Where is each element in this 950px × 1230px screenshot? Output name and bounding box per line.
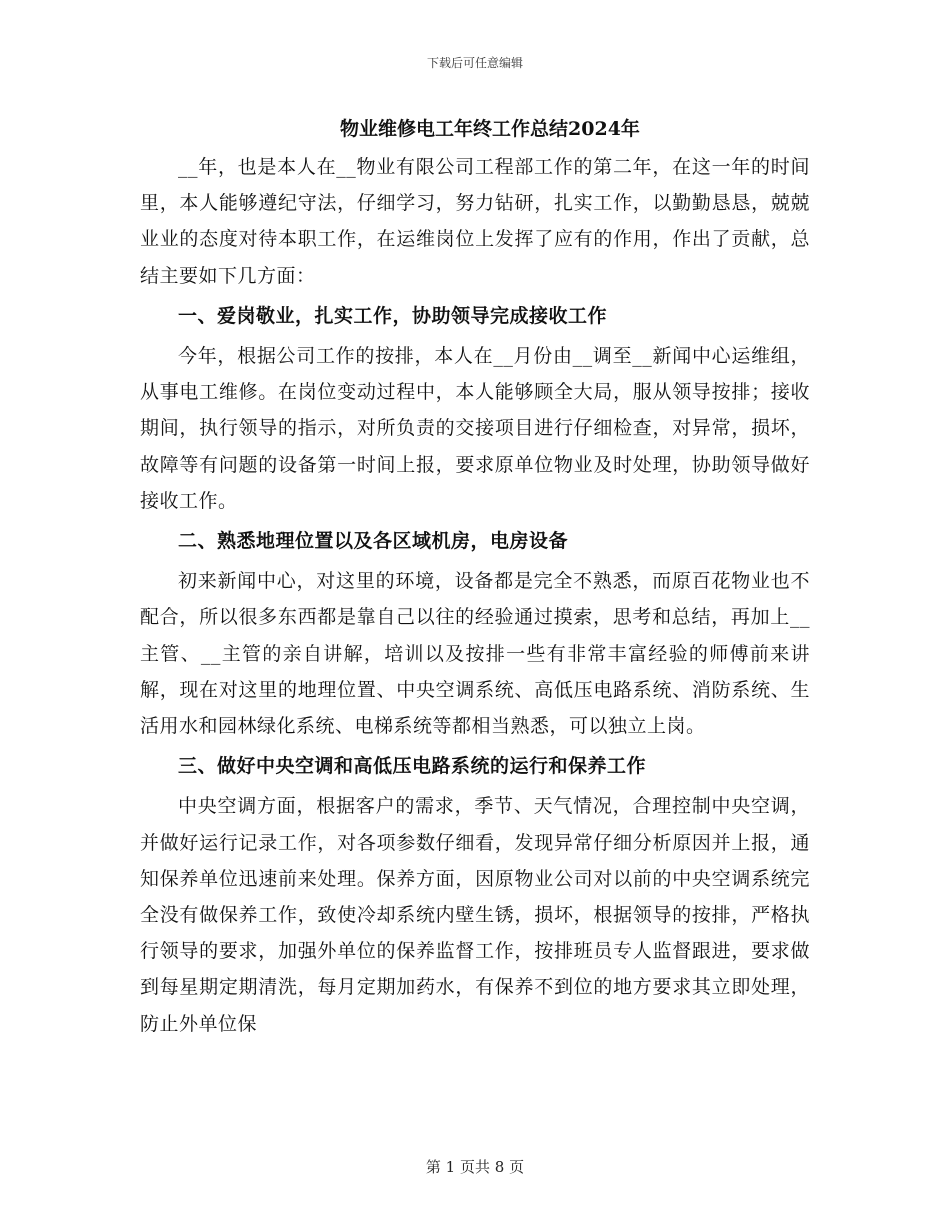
document-body — [140, 113, 810, 1042]
document-title: 物业维修电工年终工作总结2024年 — [340, 118, 640, 140]
section-2-body: 初来新闻中心，对这里的环境，设备都是完全不熟悉，而原百花物业也不配合，所以很多东西都是靠自己以往的经验通过摸索，思考和总结，再加上__主管、__主管的亲自讲解，培训以及按排一些有非常丰富经验的师傅前来讲解，现在对这里的地理位置、中央空调系统、高低压电路系统、消防系统、生活用水和园林绿化系统、电梯系统等都相当熟悉，可以独立上岗。 — [140, 570, 810, 738]
section-3-body: 中央空调方面，根据客户的需求，季节、天气情况，合理控制中央空调，并做好运行记录工作，对各项参数仔细看，发现异常仔细分析原因并上报，通知保养单位迅速前来处理。保养方面，因原物业公司对以前的中央空调系统完全没有做保养工作，致使冷却系统内壁生锈，损坏，根据领导的按排，严格执行领导的要求，加强外单位的保养监督工作，按排班员专人监督跟进，要求做到每星期定期清洗，每月定期加药水，有保养不到位的地方要求其立即处理，防止外单位保 — [140, 795, 810, 1035]
section-1-heading: 一、爱岗敬业，扎实工作，协助领导完成接收工作 — [178, 304, 608, 327]
section-1-body: 今年，根据公司工作的按排，本人在__月份由__调至__新闻中心运维组，从事电工维修。在岗位变动过程中，本人能够顾全大局，服从领导按排；接收期间，执行领导的指示，对所负责的交接项目进行仔细检查，对异常，损坏，故障等有问题的设备第一时间上报，要求原单位物业及时处理，协助领导做好接收工作。 — [140, 345, 810, 512]
section-2-heading: 二、熟悉地理位置以及各区域机房，电房设备 — [178, 530, 569, 553]
intro-paragraph: __年，也是本人在__物业有限公司工程部工作的第二年，在这一年的时间里，本人能够遵纪守法，仔细学习，努力钻研，扎实工作，以勤勤恳恳，兢兢业业的态度对待本职工作，在运维岗位上发挥了应有的作用，作出了贡献，总结主要如下几方面： — [140, 156, 810, 287]
section-3-heading: 三、做好中央空调和高低压电路系统的运行和保养工作 — [178, 755, 647, 778]
page-number-footer: 第 1 页共 8 页 — [425, 1158, 525, 1176]
page-header-note: 下载后可任意编辑 — [426, 56, 523, 70]
